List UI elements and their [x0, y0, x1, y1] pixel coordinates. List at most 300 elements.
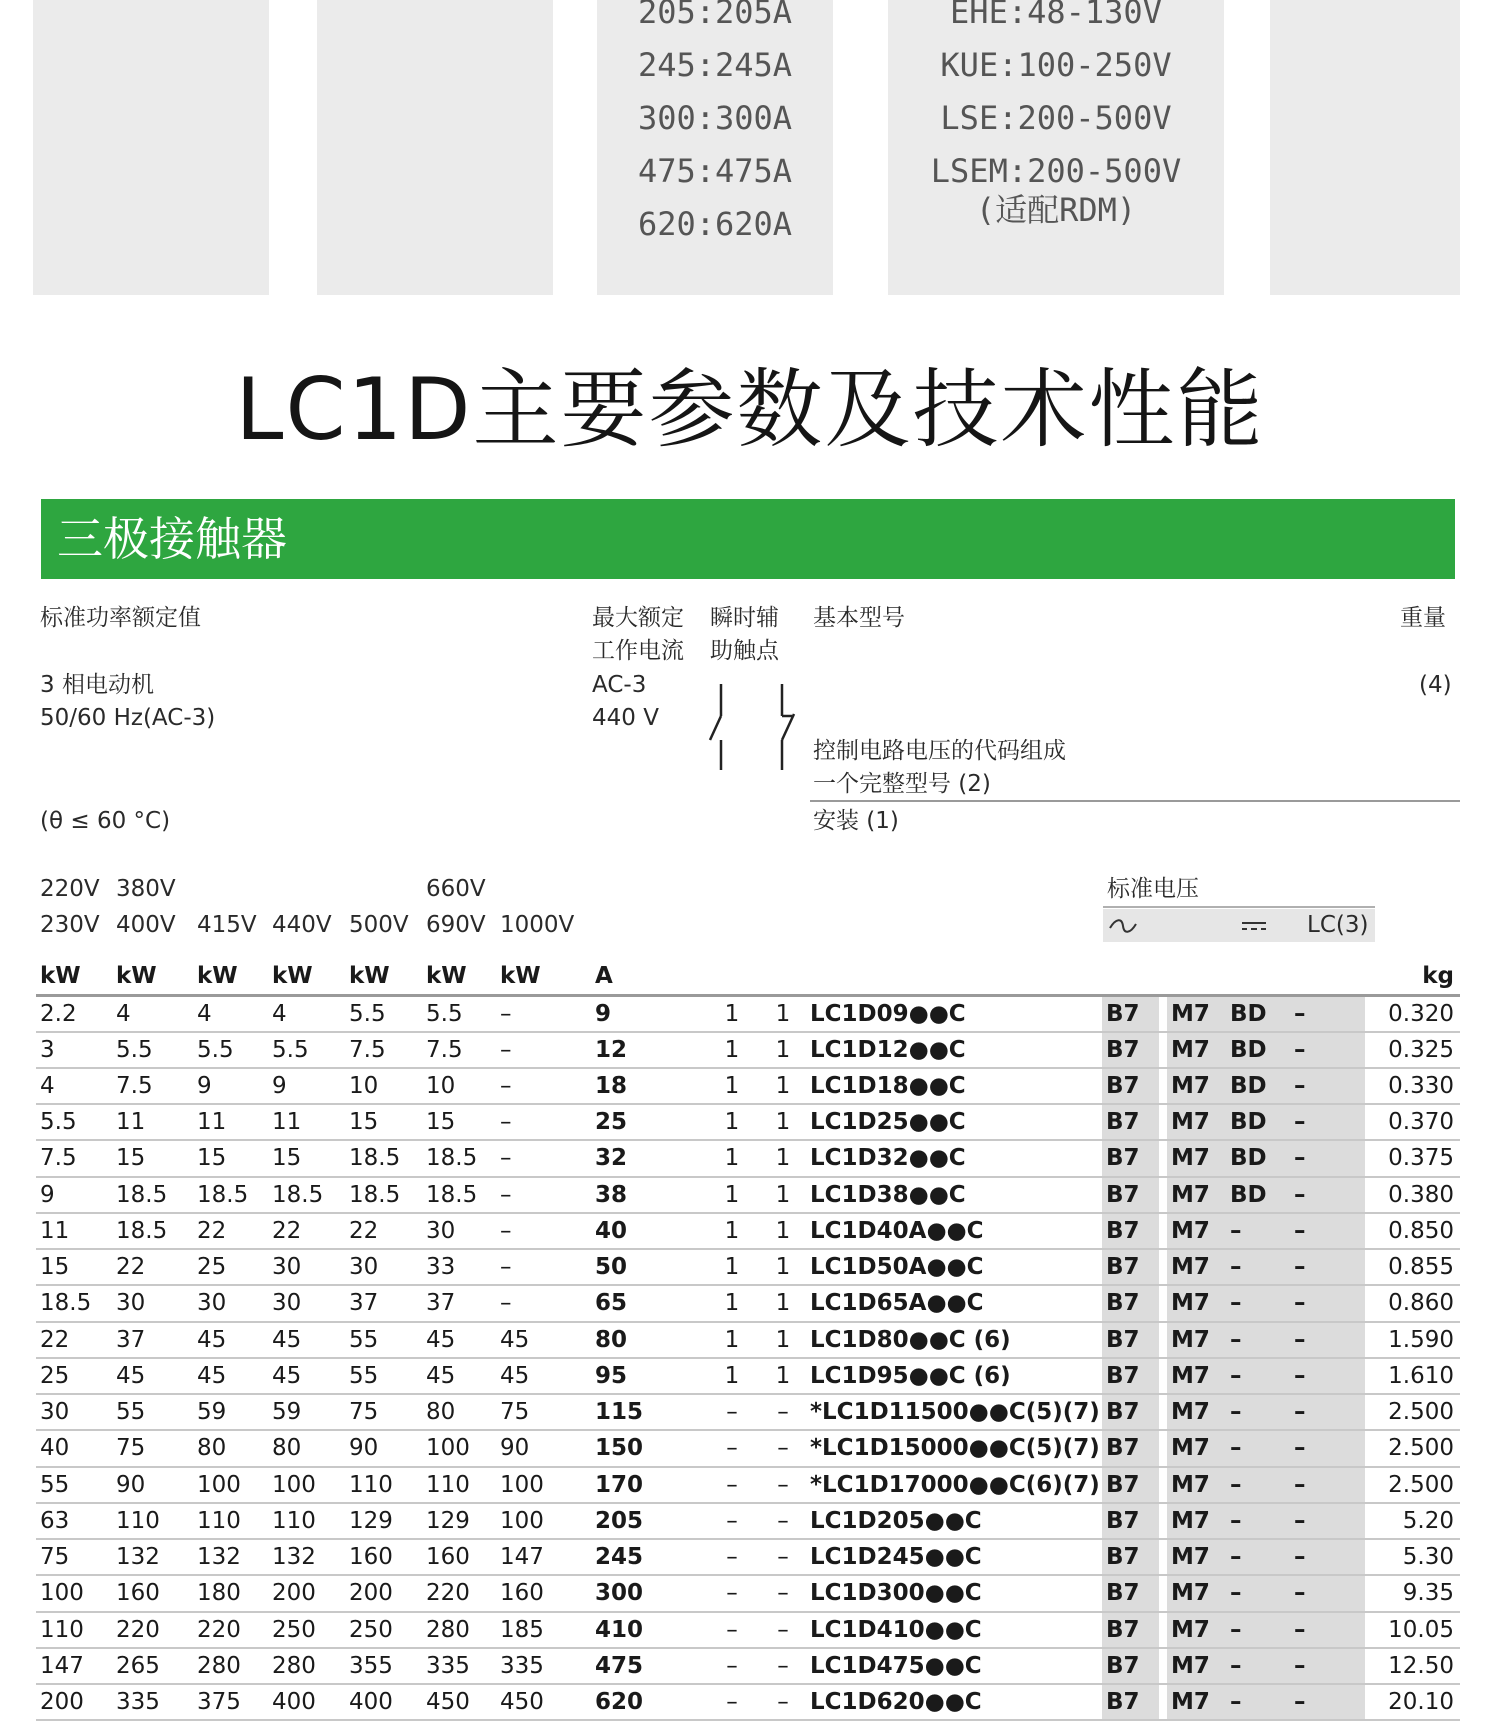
- cell-aux-nc: –: [760, 1394, 806, 1430]
- card-line: 620:620A: [637, 205, 793, 243]
- cell-model: LC1D245●●C: [806, 1539, 1102, 1575]
- gap-cell: [1159, 1575, 1167, 1611]
- gap-cell: [1159, 1140, 1167, 1176]
- cell-kw-220v: 40: [36, 1430, 112, 1466]
- card-line: EHE:48-130V: [950, 0, 1162, 31]
- cell-dc-bd: BD: [1226, 1104, 1290, 1140]
- cell-ac-b7: B7: [1102, 1322, 1159, 1358]
- cell-current-a: 205: [591, 1503, 704, 1539]
- volt-row2-col5: 500V: [349, 912, 409, 938]
- cell-aux-no: 1: [704, 1104, 760, 1140]
- gap-cell: [1159, 1213, 1167, 1249]
- cell-current-a: 245: [591, 1539, 704, 1575]
- table-row: [36, 995, 1460, 1031]
- header-divider: [810, 800, 1460, 802]
- card-line: LSEM:200-500V: [930, 152, 1182, 190]
- cell-kw-380v: 15: [112, 1140, 193, 1176]
- cell-lc: –: [1290, 1285, 1365, 1321]
- unit-kw-1000v: kW: [496, 959, 591, 995]
- cell-current-a: 50: [591, 1249, 704, 1285]
- cell-aux-nc: 1: [760, 995, 806, 1031]
- cell-weight-kg: 2.500: [1365, 1394, 1460, 1430]
- cell-kw-440v: 15: [268, 1140, 345, 1176]
- cell-kw-660v: 129: [422, 1503, 496, 1539]
- header-temp: (θ ≤ 60 °C): [40, 808, 171, 834]
- cell-kw-440v: 110: [268, 1503, 345, 1539]
- cell-lc: –: [1290, 1068, 1365, 1104]
- cell-kw-1000v: –: [496, 1249, 591, 1285]
- card-line: 475:475A: [637, 152, 793, 190]
- cell-kw-440v: 5.5: [268, 1032, 345, 1068]
- cell-current-a: 32: [591, 1140, 704, 1176]
- cell-kw-500v: 75: [345, 1394, 422, 1430]
- cell-current-a: 170: [591, 1467, 704, 1503]
- cell-kw-415v: 180: [193, 1575, 268, 1611]
- cell-kw-440v: 280: [268, 1648, 345, 1684]
- cell-kw-220v: 5.5: [36, 1104, 112, 1140]
- cell-model: *LC1D17000●●C(6)(7): [806, 1467, 1102, 1503]
- table-row: [36, 1032, 1460, 1068]
- cell-current-a: 38: [591, 1177, 704, 1213]
- cell-current-a: 300: [591, 1575, 704, 1611]
- cell-kw-500v: 5.5: [345, 995, 422, 1031]
- table-row: [36, 1068, 1460, 1104]
- card-line: 245:245A: [637, 46, 793, 84]
- cell-kw-415v: 280: [193, 1648, 268, 1684]
- cell-lc: –: [1290, 1213, 1365, 1249]
- unit-dc-bd: [1226, 959, 1290, 995]
- cell-ac-m7: M7: [1167, 1430, 1226, 1466]
- cell-kw-380v: 45: [112, 1358, 193, 1394]
- cell-ac-m7: M7: [1167, 1213, 1226, 1249]
- cell-kw-440v: 9: [268, 1068, 345, 1104]
- cell-aux-nc: –: [760, 1467, 806, 1503]
- unit-kw-500v: kW: [345, 959, 422, 995]
- cell-ac-m7: M7: [1167, 1612, 1226, 1648]
- cell-weight-kg: 12.50: [1365, 1648, 1460, 1684]
- unit-lc: [1290, 959, 1365, 995]
- unit-kw-415v: kW: [193, 959, 268, 995]
- cell-aux-no: –: [704, 1575, 760, 1611]
- cell-kw-1000v: 45: [496, 1322, 591, 1358]
- cell-ac-m7: M7: [1167, 1467, 1226, 1503]
- cell-kw-415v: 59: [193, 1394, 268, 1430]
- cell-lc: –: [1290, 1358, 1365, 1394]
- top-card-2: [317, 0, 553, 295]
- cell-kw-440v: 250: [268, 1612, 345, 1648]
- cell-current-a: 95: [591, 1358, 704, 1394]
- card-line: KUE:100-250V: [940, 46, 1172, 84]
- cell-ac-b7: B7: [1102, 1612, 1159, 1648]
- cell-weight-kg: 0.860: [1365, 1285, 1460, 1321]
- cell-current-a: 80: [591, 1322, 704, 1358]
- cell-ac-b7: B7: [1102, 1467, 1159, 1503]
- cell-model: LC1D50A●●C: [806, 1249, 1102, 1285]
- cell-kw-660v: 280: [422, 1612, 496, 1648]
- cell-aux-no: –: [704, 1612, 760, 1648]
- cell-model: LC1D620●●C: [806, 1684, 1102, 1720]
- unit-aux-no: [704, 959, 760, 995]
- cell-kw-380v: 110: [112, 1503, 193, 1539]
- cell-model: LC1D12●●C: [806, 1032, 1102, 1068]
- cell-kw-380v: 75: [112, 1430, 193, 1466]
- header-aux-2: 助触点: [710, 638, 779, 664]
- cell-dc-bd: –: [1226, 1684, 1290, 1720]
- cell-weight-kg: 10.05: [1365, 1612, 1460, 1648]
- cell-kw-1000v: –: [496, 1285, 591, 1321]
- unit-kw-380v: kW: [112, 959, 193, 995]
- volt-row2-col1: 230V: [40, 912, 100, 938]
- cell-weight-kg: 20.10: [1365, 1684, 1460, 1720]
- cell-kw-1000v: 100: [496, 1503, 591, 1539]
- cell-kw-220v: 200: [36, 1684, 112, 1720]
- cell-kw-440v: 132: [268, 1539, 345, 1575]
- cell-aux-nc: 1: [760, 1249, 806, 1285]
- unit-ac-m7: [1167, 959, 1226, 995]
- table-row: [36, 1104, 1460, 1140]
- cell-aux-no: 1: [704, 1032, 760, 1068]
- ac-symbol-icon: [1108, 916, 1138, 936]
- cell-weight-kg: 2.500: [1365, 1430, 1460, 1466]
- cell-kw-500v: 160: [345, 1539, 422, 1575]
- cell-aux-nc: –: [760, 1430, 806, 1466]
- header-control-1: 控制电路电压的代码组成: [813, 738, 1066, 764]
- cell-kw-380v: 55: [112, 1394, 193, 1430]
- cell-kw-1000v: –: [496, 1140, 591, 1176]
- section-banner: 三极接触器: [41, 499, 1455, 579]
- cell-aux-nc: –: [760, 1612, 806, 1648]
- table-row: [36, 1322, 1460, 1358]
- cell-kw-1000v: 335: [496, 1648, 591, 1684]
- volt-row2-col7: 1000V: [500, 912, 575, 938]
- cell-ac-b7: B7: [1102, 1575, 1159, 1611]
- cell-weight-kg: 0.380: [1365, 1177, 1460, 1213]
- table-row: [36, 1140, 1460, 1176]
- unit-kw-660v: kW: [422, 959, 496, 995]
- cell-dc-bd: –: [1226, 1539, 1290, 1575]
- top-card-1: [33, 0, 269, 295]
- cell-aux-nc: 1: [760, 1140, 806, 1176]
- gap-cell: [1159, 1177, 1167, 1213]
- cell-ac-m7: M7: [1167, 1575, 1226, 1611]
- cell-current-a: 475: [591, 1648, 704, 1684]
- cell-kw-440v: 4: [268, 995, 345, 1031]
- cell-current-a: 18: [591, 1068, 704, 1104]
- gap-cell: [1159, 959, 1167, 995]
- cell-aux-no: –: [704, 1539, 760, 1575]
- cell-kw-220v: 100: [36, 1575, 112, 1611]
- cell-ac-b7: B7: [1102, 995, 1159, 1031]
- cell-kw-220v: 75: [36, 1539, 112, 1575]
- header-current-3: AC-3: [592, 672, 647, 698]
- cell-kw-660v: 5.5: [422, 995, 496, 1031]
- cell-kw-220v: 3: [36, 1032, 112, 1068]
- gap-cell: [1159, 1032, 1167, 1068]
- cell-ac-m7: M7: [1167, 1648, 1226, 1684]
- volt-row2-col6: 690V: [426, 912, 486, 938]
- cell-kw-380v: 4: [112, 995, 193, 1031]
- cell-aux-no: –: [704, 1467, 760, 1503]
- cell-kw-220v: 30: [36, 1394, 112, 1430]
- no-contact-icon: [706, 684, 736, 770]
- cell-ac-m7: M7: [1167, 1394, 1226, 1430]
- std-voltage-divider: [1103, 906, 1375, 908]
- header-power-rating: 标准功率额定值: [40, 605, 201, 631]
- cell-lc: –: [1290, 1177, 1365, 1213]
- cell-kw-1000v: 45: [496, 1358, 591, 1394]
- cell-kw-220v: 11: [36, 1213, 112, 1249]
- cell-kw-500v: 129: [345, 1503, 422, 1539]
- cell-ac-m7: M7: [1167, 1104, 1226, 1140]
- cell-ac-b7: B7: [1102, 1249, 1159, 1285]
- cell-lc: –: [1290, 1467, 1365, 1503]
- cell-dc-bd: –: [1226, 1503, 1290, 1539]
- cell-ac-b7: B7: [1102, 1394, 1159, 1430]
- volt-row1-col1: 220V: [40, 876, 100, 902]
- units-row: [36, 959, 1460, 995]
- cell-model: *LC1D11500●●C(5)(7): [806, 1394, 1102, 1430]
- cell-kw-660v: 45: [422, 1358, 496, 1394]
- cell-dc-bd: BD: [1226, 1177, 1290, 1213]
- cell-ac-b7: B7: [1102, 1358, 1159, 1394]
- cell-aux-nc: –: [760, 1503, 806, 1539]
- cell-kw-380v: 220: [112, 1612, 193, 1648]
- cell-dc-bd: BD: [1226, 1068, 1290, 1104]
- page-title: LC1D主要参数及技术性能: [235, 360, 1265, 460]
- cell-current-a: 115: [591, 1394, 704, 1430]
- unit-aux-nc: [760, 959, 806, 995]
- cell-dc-bd: –: [1226, 1358, 1290, 1394]
- cell-aux-no: 1: [704, 995, 760, 1031]
- cell-aux-no: –: [704, 1684, 760, 1720]
- cell-model: LC1D205●●C: [806, 1503, 1102, 1539]
- cell-kw-415v: 5.5: [193, 1032, 268, 1068]
- cell-kw-380v: 18.5: [112, 1213, 193, 1249]
- cell-kw-440v: 59: [268, 1394, 345, 1430]
- cell-ac-b7: B7: [1102, 1503, 1159, 1539]
- cell-dc-bd: BD: [1226, 1032, 1290, 1068]
- cell-kw-660v: 37: [422, 1285, 496, 1321]
- cell-kw-660v: 33: [422, 1249, 496, 1285]
- header-lc: LC(3): [1307, 912, 1369, 938]
- cell-kw-1000v: 185: [496, 1612, 591, 1648]
- dc-symbol-icon: [1240, 918, 1268, 934]
- cell-kw-440v: 22: [268, 1213, 345, 1249]
- cell-kw-380v: 30: [112, 1285, 193, 1321]
- cell-current-a: 410: [591, 1612, 704, 1648]
- cell-kw-500v: 90: [345, 1430, 422, 1466]
- cell-kw-220v: 2.2: [36, 995, 112, 1031]
- cell-kw-415v: 25: [193, 1249, 268, 1285]
- gap-cell: [1159, 1430, 1167, 1466]
- cell-kw-660v: 80: [422, 1394, 496, 1430]
- cell-model: LC1D65A●●C: [806, 1285, 1102, 1321]
- cell-kw-500v: 10: [345, 1068, 422, 1104]
- cell-aux-nc: 1: [760, 1358, 806, 1394]
- cell-kw-220v: 15: [36, 1249, 112, 1285]
- cell-lc: –: [1290, 1648, 1365, 1684]
- cell-ac-b7: B7: [1102, 1285, 1159, 1321]
- header-std-voltage: 标准电压: [1107, 876, 1199, 902]
- header-current-2: 工作电流: [592, 638, 684, 664]
- cell-kw-660v: 160: [422, 1539, 496, 1575]
- spec-table: [36, 959, 1460, 1721]
- cell-kw-220v: 110: [36, 1612, 112, 1648]
- cell-kw-500v: 400: [345, 1684, 422, 1720]
- cell-kw-415v: 18.5: [193, 1177, 268, 1213]
- cell-weight-kg: 1.590: [1365, 1322, 1460, 1358]
- cell-aux-nc: 1: [760, 1104, 806, 1140]
- cell-ac-m7: M7: [1167, 1249, 1226, 1285]
- cell-kw-660v: 110: [422, 1467, 496, 1503]
- cell-kw-415v: 100: [193, 1467, 268, 1503]
- cell-lc: –: [1290, 1503, 1365, 1539]
- cell-kw-415v: 220: [193, 1612, 268, 1648]
- table-row: [36, 1575, 1460, 1611]
- cell-aux-no: 1: [704, 1177, 760, 1213]
- card-line: 205:205A: [637, 0, 793, 31]
- cell-kw-415v: 30: [193, 1285, 268, 1321]
- table-row: [36, 1648, 1460, 1684]
- cell-kw-660v: 10: [422, 1068, 496, 1104]
- cell-dc-bd: –: [1226, 1648, 1290, 1684]
- cell-lc: –: [1290, 1612, 1365, 1648]
- cell-kw-1000v: 160: [496, 1575, 591, 1611]
- cell-weight-kg: 5.20: [1365, 1503, 1460, 1539]
- cell-ac-m7: M7: [1167, 1177, 1226, 1213]
- gap-cell: [1159, 1104, 1167, 1140]
- cell-ac-m7: M7: [1167, 1358, 1226, 1394]
- cell-aux-no: 1: [704, 1285, 760, 1321]
- cell-ac-m7: M7: [1167, 1503, 1226, 1539]
- cell-kw-380v: 18.5: [112, 1177, 193, 1213]
- cell-model: LC1D95●●C (6): [806, 1358, 1102, 1394]
- volt-row1-col2: 380V: [116, 876, 176, 902]
- cell-kw-660v: 45: [422, 1322, 496, 1358]
- cell-aux-no: 1: [704, 1322, 760, 1358]
- cell-current-a: 25: [591, 1104, 704, 1140]
- cell-aux-nc: 1: [760, 1322, 806, 1358]
- cell-kw-415v: 375: [193, 1684, 268, 1720]
- cell-aux-no: 1: [704, 1213, 760, 1249]
- table-row: [36, 1285, 1460, 1321]
- cell-kw-380v: 5.5: [112, 1032, 193, 1068]
- table-row: [36, 1430, 1460, 1466]
- cell-kw-500v: 22: [345, 1213, 422, 1249]
- table-row: [36, 1249, 1460, 1285]
- volt-row2-col2: 400V: [116, 912, 176, 938]
- cell-dc-bd: –: [1226, 1575, 1290, 1611]
- cell-model: LC1D300●●C: [806, 1575, 1102, 1611]
- cell-dc-bd: –: [1226, 1467, 1290, 1503]
- header-install: 安装 (1): [813, 808, 899, 834]
- cell-aux-nc: –: [760, 1648, 806, 1684]
- cell-current-a: 620: [591, 1684, 704, 1720]
- cell-weight-kg: 0.370: [1365, 1104, 1460, 1140]
- cell-kw-660v: 30: [422, 1213, 496, 1249]
- cell-ac-b7: B7: [1102, 1539, 1159, 1575]
- header-control-2: 一个完整型号 (2): [813, 771, 991, 797]
- cell-kw-220v: 55: [36, 1467, 112, 1503]
- cell-kw-380v: 90: [112, 1467, 193, 1503]
- table-row: [36, 1612, 1460, 1648]
- cell-kw-220v: 7.5: [36, 1140, 112, 1176]
- cell-kw-500v: 110: [345, 1467, 422, 1503]
- cell-kw-500v: 355: [345, 1648, 422, 1684]
- card-line: LSE:200-500V: [940, 99, 1172, 137]
- cell-aux-nc: 1: [760, 1068, 806, 1104]
- header-freq: 50/60 Hz(AC-3): [40, 705, 216, 731]
- cell-kw-1000v: –: [496, 995, 591, 1031]
- cell-ac-b7: B7: [1102, 1032, 1159, 1068]
- cell-ac-m7: M7: [1167, 1032, 1226, 1068]
- cell-kw-660v: 450: [422, 1684, 496, 1720]
- cell-kw-415v: 45: [193, 1358, 268, 1394]
- table-row: [36, 1503, 1460, 1539]
- cell-model: LC1D410●●C: [806, 1612, 1102, 1648]
- unit-weight-kg: kg: [1365, 959, 1460, 995]
- cell-dc-bd: BD: [1226, 995, 1290, 1031]
- cell-kw-440v: 30: [268, 1285, 345, 1321]
- gap-cell: [1159, 1322, 1167, 1358]
- cell-kw-1000v: –: [496, 1068, 591, 1104]
- cell-aux-no: 1: [704, 1358, 760, 1394]
- cell-kw-220v: 25: [36, 1358, 112, 1394]
- cell-weight-kg: 0.320: [1365, 995, 1460, 1031]
- cell-weight-kg: 0.850: [1365, 1213, 1460, 1249]
- table-row: [36, 1177, 1460, 1213]
- header-motor: 3 相电动机: [40, 672, 154, 698]
- cell-kw-440v: 11: [268, 1104, 345, 1140]
- volt-row2-col3: 415V: [197, 912, 257, 938]
- cell-ac-b7: B7: [1102, 1140, 1159, 1176]
- cell-aux-nc: 1: [760, 1177, 806, 1213]
- cell-model: LC1D32●●C: [806, 1140, 1102, 1176]
- gap-cell: [1159, 1068, 1167, 1104]
- cell-current-a: 9: [591, 995, 704, 1031]
- cell-kw-660v: 100: [422, 1430, 496, 1466]
- header-weight: 重量: [1400, 605, 1446, 631]
- table-row: [36, 1358, 1460, 1394]
- cell-kw-440v: 80: [268, 1430, 345, 1466]
- table-row: [36, 1394, 1460, 1430]
- cell-weight-kg: 0.325: [1365, 1032, 1460, 1068]
- cell-kw-440v: 18.5: [268, 1177, 345, 1213]
- cell-kw-1000v: 90: [496, 1430, 591, 1466]
- cell-kw-415v: 15: [193, 1140, 268, 1176]
- cell-kw-220v: 18.5: [36, 1285, 112, 1321]
- cell-lc: –: [1290, 1104, 1365, 1140]
- cell-aux-nc: 1: [760, 1032, 806, 1068]
- cell-kw-415v: 11: [193, 1104, 268, 1140]
- cell-ac-m7: M7: [1167, 1322, 1226, 1358]
- cell-aux-no: –: [704, 1648, 760, 1684]
- cell-aux-no: 1: [704, 1249, 760, 1285]
- cell-kw-500v: 15: [345, 1104, 422, 1140]
- cell-kw-500v: 55: [345, 1322, 422, 1358]
- cell-dc-bd: –: [1226, 1213, 1290, 1249]
- cell-kw-440v: 200: [268, 1575, 345, 1611]
- cell-kw-440v: 100: [268, 1467, 345, 1503]
- cell-ac-m7: M7: [1167, 1684, 1226, 1720]
- cell-kw-380v: 7.5: [112, 1068, 193, 1104]
- header-model: 基本型号: [813, 605, 905, 631]
- cell-ac-m7: M7: [1167, 995, 1226, 1031]
- cell-kw-220v: 63: [36, 1503, 112, 1539]
- cell-dc-bd: –: [1226, 1394, 1290, 1430]
- cell-ac-b7: B7: [1102, 1068, 1159, 1104]
- cell-kw-1000v: 147: [496, 1539, 591, 1575]
